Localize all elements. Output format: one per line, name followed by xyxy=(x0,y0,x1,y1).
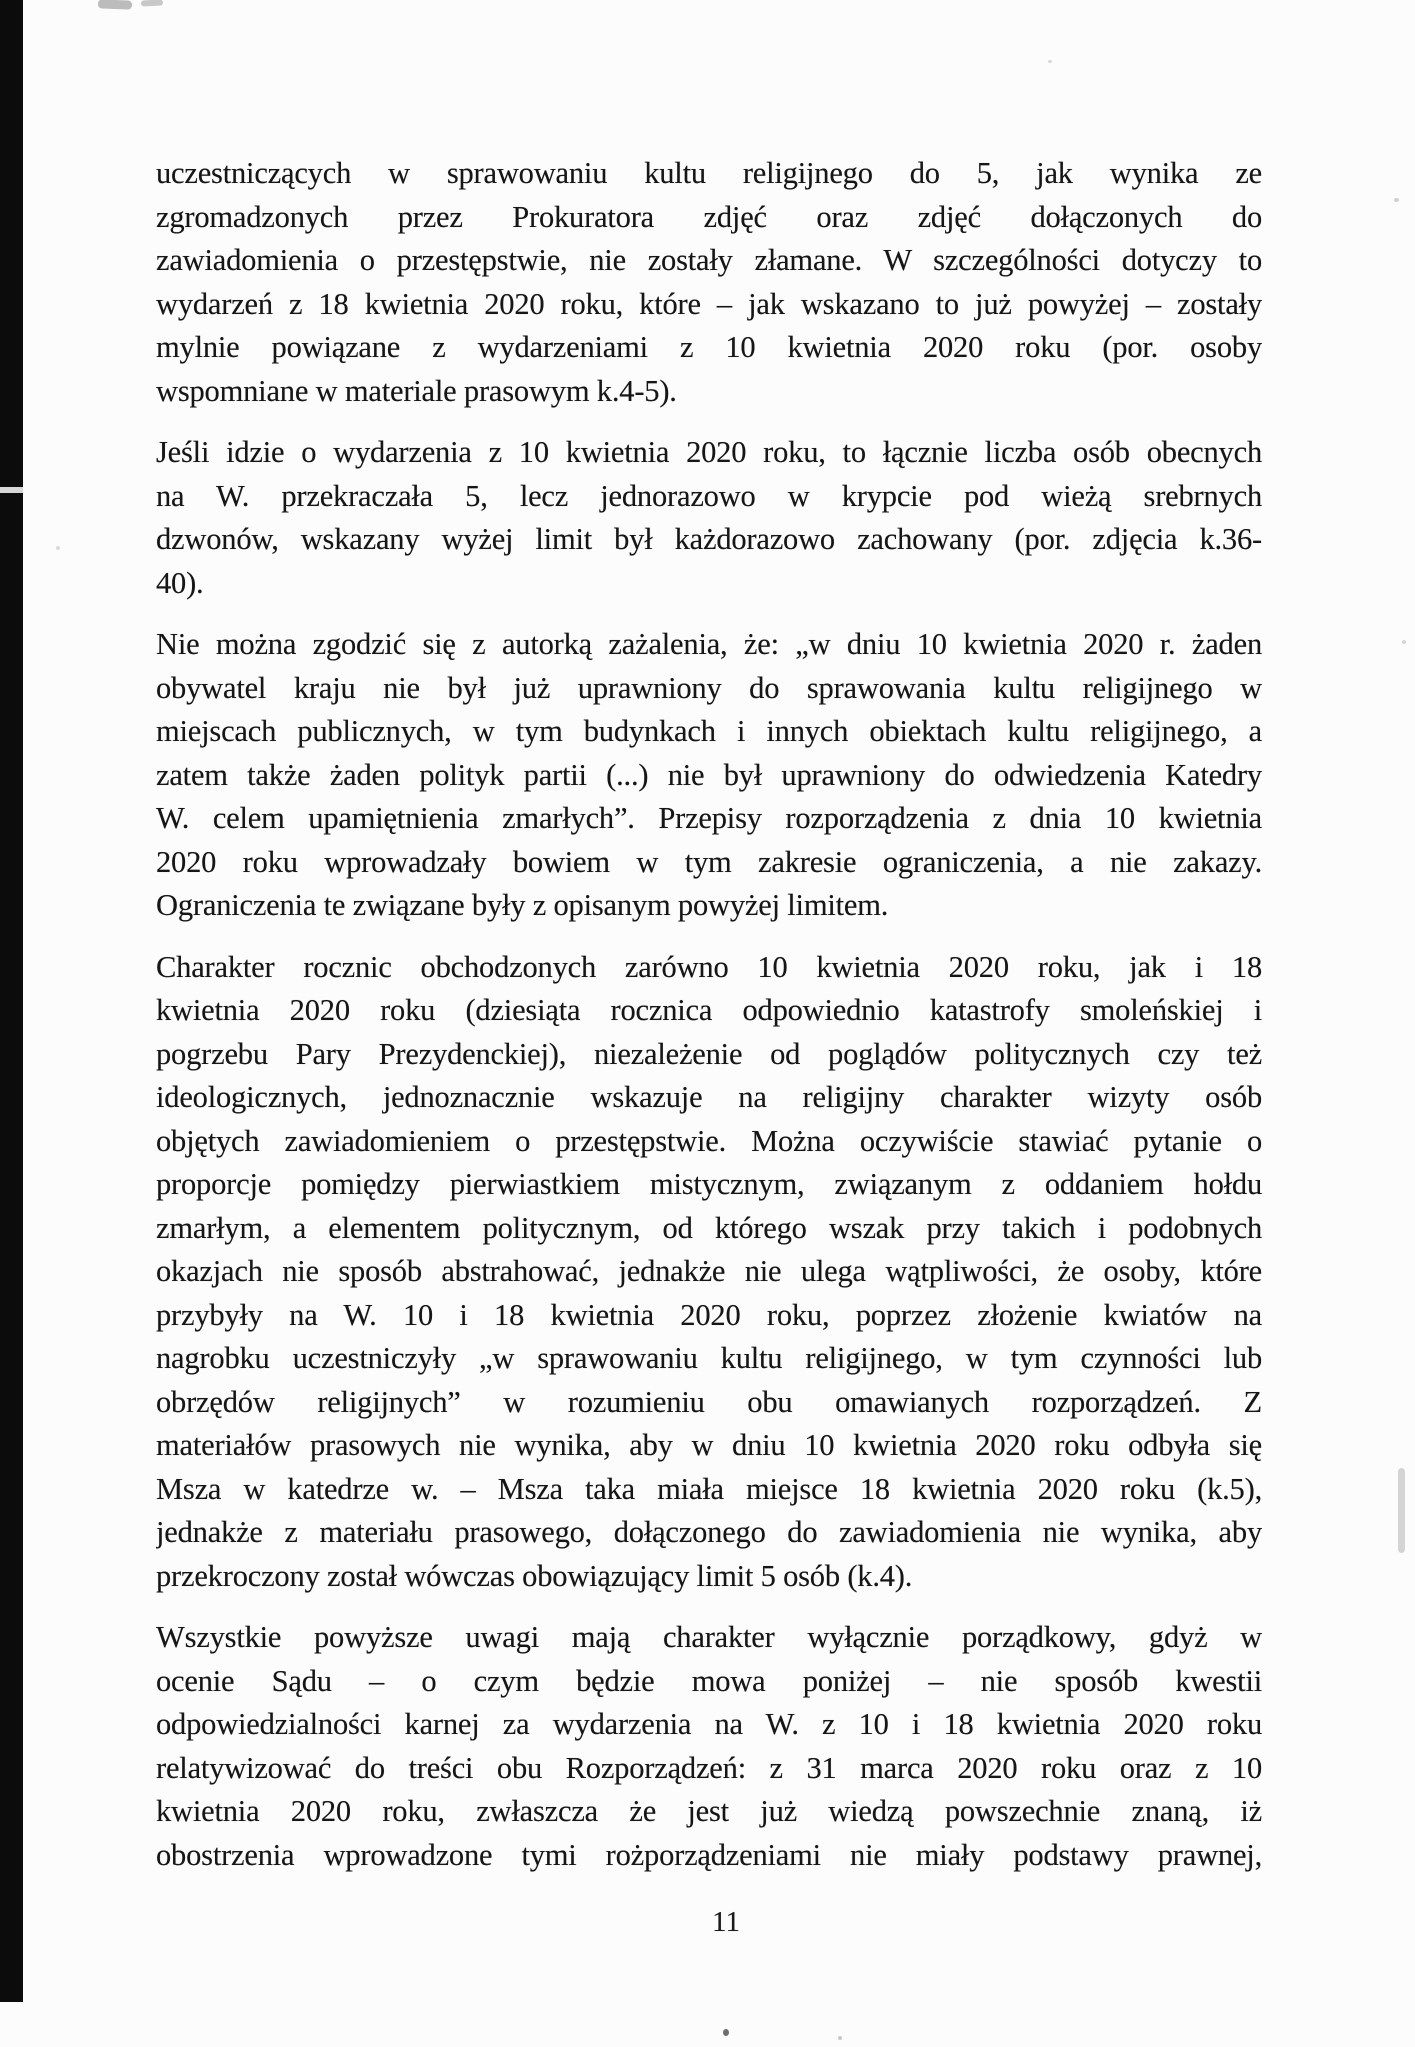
text-line: Ograniczenia te związane były z opisanym powyżej limitem. xyxy=(156,888,889,922)
page-number: 11 xyxy=(712,1906,740,1938)
text-line: 2020 roku wprowadzały bowiem w tym zakresie ograniczenia, a nie zakazy. xyxy=(156,844,1262,879)
text-line: wspomniane w materiale prasowym k.4-5). xyxy=(156,373,677,408)
scan-speck xyxy=(1048,60,1052,63)
text-line: przybyły na W. 10 i 18 kwietnia 2020 roku, poprzez złożenie kwiatów na xyxy=(156,1297,1262,1332)
text-line: na W. przekraczała 5, lecz jednorazowo w krypcie pod wieżą srebrnych xyxy=(156,478,1262,513)
text-line: relatywizować do treści obu Rozporządzeń: z 31 marca 2020 roku oraz z 10 xyxy=(156,1750,1262,1785)
text-line: przekroczony został wówczas obowiązujący limit 5 osób (k.4). xyxy=(156,1558,913,1593)
text-line: Msza w katedrze w. – Msza taka miała miejsce 18 kwietnia 2020 roku (k.5), xyxy=(156,1471,1262,1506)
paragraph xyxy=(156,1616,1262,1877)
paragraph xyxy=(156,623,1262,928)
scan-speck xyxy=(1402,640,1406,644)
paragraph xyxy=(156,946,1262,1599)
scan-speck xyxy=(1394,198,1399,202)
text-line: nagrobku uczestniczyły „w sprawowaniu kultu religijnego, w tym czynności lub xyxy=(156,1341,1262,1375)
text-line: Jeśli idzie o wydarzenia z 10 kwietnia 2020 roku, to łącznie liczba osób obecnych xyxy=(156,435,1262,469)
text-line: uczestniczących w sprawowaniu kultu religijnego do 5, jak wynika ze xyxy=(156,156,1262,190)
text-line: zmarłym, a elementem politycznym, od którego wszak przy takich i podobnych xyxy=(156,1210,1262,1245)
paragraph xyxy=(156,152,1262,413)
text-line: mylnie powiązane z wydarzeniami z 10 kwietnia 2020 roku (por. osoby xyxy=(156,330,1262,364)
text-line: obostrzenia wprowadzone tymi rożporządzeniami nie miały podstawy prawnej, xyxy=(156,1837,1262,1872)
text-line: ideologicznych, jednoznacznie wskazuje na religijny charakter wizyty osób xyxy=(156,1080,1262,1114)
text-line: Nie można zgodzić się z autorką zażalenia, że: „w dniu 10 kwietnia 2020 r. żaden xyxy=(156,627,1262,661)
document-body xyxy=(156,152,1262,1877)
text-line: okazjach nie sposób abstrahować, jednakże nie ulega wątpliwości, że osoby, które xyxy=(156,1254,1262,1288)
text-line: Charakter rocznic obchodzonych zarówno 10 kwietnia 2020 roku, jak i 18 xyxy=(156,949,1262,984)
scan-dot-bottom xyxy=(723,2029,729,2036)
text-line: proporcje pomiędzy pierwiastkiem mistycznym, związanym z oddaniem hołdu xyxy=(156,1167,1262,1201)
scan-edge-bar-artifact xyxy=(0,0,23,2002)
text-line: zatem także żaden polityk partii (...) nie był uprawniony do odwiedzenia Katedry xyxy=(156,757,1262,792)
text-line: pogrzebu Pary Prezydenckiej), niezależenie od poglądów politycznych czy też xyxy=(156,1036,1262,1071)
text-line: zawiadomienia o przestępstwie, nie zostały złamane. W szczególności dotyczy to xyxy=(156,243,1262,277)
text-line: odpowiedzialności karnej za wydarzenia na W. z 10 i 18 kwietnia 2020 roku xyxy=(156,1707,1262,1741)
text-line: materiałów prasowych nie wynika, aby w dniu 10 kwietnia 2020 roku odbyła się xyxy=(156,1428,1262,1462)
scan-speck xyxy=(838,2036,842,2040)
paragraph xyxy=(156,431,1262,605)
text-line: objętych zawiadomieniem o przestępstwie. Można oczywiście stawiać pytanie o xyxy=(156,1123,1262,1158)
text-line: Wszystkie powyższe uwagi mają charakter wyłącznie porządkowy, gdyż w xyxy=(156,1620,1262,1654)
scan-smudge-top-left-2 xyxy=(141,0,163,7)
text-line: ocenie Sądu – o czym będzie mowa poniżej – nie sposób kwestii xyxy=(156,1663,1262,1698)
scan-speck xyxy=(56,546,60,550)
text-line: obrzędów religijnych” w rozumieniu obu omawianych rozporządzeń. Z xyxy=(156,1384,1262,1419)
scan-bar-notch xyxy=(0,487,23,493)
scan-smudge-top-left xyxy=(98,0,132,10)
text-line: kwietnia 2020 roku, zwłaszcza że jest już wiedzą powszechnie znaną, iż xyxy=(156,1794,1262,1828)
text-line: miejscach publicznych, w tym budynkach i innych obiektach kultu religijnego, a xyxy=(156,714,1262,748)
text-line: 40). xyxy=(156,565,204,600)
text-line: jednakże z materiału prasowego, dołączonego do zawiadomienia nie wynika, aby xyxy=(156,1515,1262,1549)
text-line: obywatel kraju nie był już uprawniony do sprawowania kultu religijnego w xyxy=(156,670,1262,705)
text-line: wydarzeń z 18 kwietnia 2020 roku, które – jak wskazano to już powyżej – zostały xyxy=(156,286,1262,321)
scan-streak-right xyxy=(1398,1468,1405,1553)
text-line: W. celem upamiętnienia zmarłych”. Przepisy rozporządzenia z dnia 10 kwietnia xyxy=(156,801,1262,835)
text-line: kwietnia 2020 roku (dziesiąta rocznica odpowiednio katastrofy smoleńskiej i xyxy=(156,993,1262,1027)
text-line: dzwonów, wskazany wyżej limit był każdorazowo zachowany (por. zdjęcia k.36- xyxy=(156,522,1262,556)
text-line: zgromadzonych przez Prokuratora zdjęć oraz zdjęć dołączonych do xyxy=(156,199,1262,234)
